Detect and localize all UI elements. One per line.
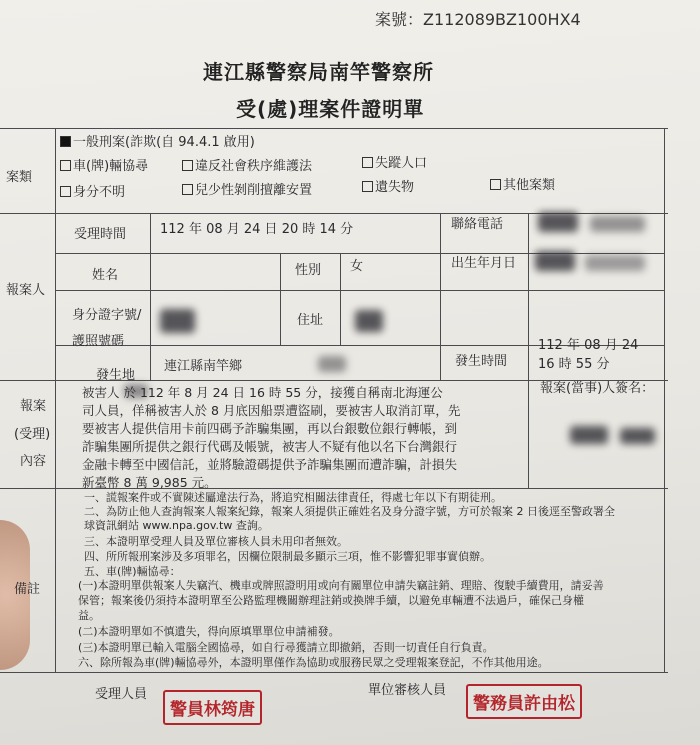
dob-label: 出生年月日 bbox=[451, 256, 517, 271]
rule bbox=[280, 253, 281, 345]
checkbox-label: 違反社會秩序維護法 bbox=[195, 159, 313, 174]
note-line: 六、除所報為車(牌)輛協尋外，本證明單僅作為協助或服務民眾之受理報案登記，不作其他用途。 bbox=[78, 656, 549, 669]
receive-time-label: 受理時間 bbox=[74, 227, 127, 242]
note-line: 三、本證明單受理人員及單位審核人員未用印者無效。 bbox=[84, 535, 348, 548]
content-line: 要被害人提供信用卡前四碼予詐騙集團，再以台銀數位銀行轉帳，到 bbox=[82, 421, 458, 436]
receive-time-value: 112 年 08 月 24 日 20 時 14 分 bbox=[160, 222, 354, 237]
rule bbox=[150, 213, 151, 380]
checkbox[interactable] bbox=[362, 181, 373, 192]
redacted-id bbox=[160, 309, 195, 333]
checkbox[interactable] bbox=[182, 160, 193, 171]
case-type-social[interactable] bbox=[182, 160, 312, 173]
content-line: 金融卡轉至中國信託，並將驗證碼提供予詐騙集團而遭詐騙，計損失 bbox=[82, 457, 458, 472]
checkbox-label: 遺失物 bbox=[375, 180, 415, 195]
case-type-other[interactable] bbox=[490, 179, 555, 192]
incident-time-label: 發生時間 bbox=[455, 354, 508, 369]
id-label: 身分證字號/ bbox=[72, 308, 142, 323]
case-type-lost[interactable] bbox=[362, 181, 414, 194]
note-line: (二)本證明單如不慎遺失，得向原填單單位申請補發。 bbox=[78, 625, 340, 638]
receiver-stamp: 警員林筠唐 bbox=[163, 690, 262, 725]
redacted-dob bbox=[535, 251, 575, 271]
case-number-value: Z112089BZ100HX4 bbox=[423, 10, 581, 29]
incident-place-label: 發生地 bbox=[96, 368, 136, 383]
reporter-label: 報案人 bbox=[6, 283, 46, 298]
checkbox-label: 其他案類 bbox=[503, 178, 556, 193]
rule bbox=[440, 213, 441, 380]
content-label-3: 內容 bbox=[20, 454, 47, 469]
checkbox-label: 失蹤人口 bbox=[375, 156, 428, 171]
reviewer-stamp: 警務員許由松 bbox=[466, 684, 582, 719]
redacted-address bbox=[355, 310, 383, 332]
redacted-signature bbox=[620, 428, 655, 444]
checkbox-checked[interactable] bbox=[60, 136, 71, 147]
redacted-signature bbox=[570, 426, 608, 444]
checkbox-label: 一般刑案(詐欺(自 94.4.1 啟用) bbox=[73, 135, 255, 150]
case-number bbox=[375, 12, 581, 28]
incident-time-hour: 16 時 55 分 bbox=[538, 357, 610, 372]
form-title: 受(處)理案件證明單 bbox=[236, 97, 425, 121]
content-label-1: 報案 bbox=[20, 399, 47, 414]
reviewer-label: 單位審核人員 bbox=[368, 683, 447, 698]
station-title: 連江縣警察局南竿警察所 bbox=[203, 60, 434, 84]
checkbox[interactable] bbox=[490, 179, 501, 190]
incident-time-date: 112 年 08 月 24 bbox=[538, 338, 639, 353]
content-label-2: (受理) bbox=[14, 427, 51, 442]
checkbox[interactable] bbox=[362, 157, 373, 168]
note-line: (三)本證明單已輸入電腦全國協尋，如自行尋獲請立即撤銷，否則一切責任自行負責。 bbox=[78, 641, 494, 654]
content-line: 司人員，佯稱被害人於 8 月底因船票遭盜刷，要被害人取消訂單，先 bbox=[82, 403, 461, 418]
note-line: 二、為防止他人查詢報案人報案紀錄，報案人須提供正確姓名及身分證字號，方可於報案 2 日後逕至警政署全 bbox=[84, 505, 615, 518]
name-label: 姓名 bbox=[92, 268, 119, 283]
case-type-child[interactable] bbox=[182, 184, 312, 197]
phone-label: 聯絡電話 bbox=[451, 217, 504, 232]
redacted-phone bbox=[538, 212, 578, 232]
case-type-fraud[interactable] bbox=[60, 136, 255, 149]
checkbox[interactable] bbox=[60, 186, 71, 197]
rule bbox=[664, 128, 665, 672]
redacted-phone bbox=[590, 216, 645, 232]
incident-place-value: 連江縣南竿鄉 bbox=[164, 359, 243, 374]
note-line: 球資訊網站 www.npa.gov.tw 查詢。 bbox=[84, 519, 269, 532]
rule bbox=[340, 253, 341, 345]
case-type-vehicle[interactable] bbox=[60, 160, 148, 173]
receiver-label: 受理人員 bbox=[95, 687, 148, 702]
case-type-unknown[interactable] bbox=[60, 186, 125, 199]
note-line: 五、車(牌)輛協尋： bbox=[84, 565, 181, 578]
checkbox-label: 兒少性剝削擅離安置 bbox=[195, 183, 313, 198]
rule bbox=[55, 128, 56, 672]
rule bbox=[55, 290, 665, 291]
gender-value: 女 bbox=[350, 259, 364, 274]
note-line: 一、謊報案件或不實陳述屬違法行為，將追究相關法律責任，得處七年以下有期徒刑。 bbox=[84, 491, 502, 504]
case-type-label: 案類 bbox=[6, 170, 33, 185]
rule bbox=[0, 128, 668, 129]
gender-label: 性別 bbox=[295, 263, 322, 278]
content-line: 新臺幣 8 萬 9,985 元。 bbox=[82, 475, 217, 490]
passport-label: 護照號碼 bbox=[72, 334, 125, 349]
content-line: 詐騙集團所提供之銀行代碼及帳號，被害人不疑有他以名下台灣銀行 bbox=[82, 439, 458, 454]
case-number-label: 案號： bbox=[375, 10, 424, 29]
redacted-place bbox=[318, 356, 346, 372]
note-line: 保管；報案後仍須持本證明單至公路監理機關辦理註銷或換牌手續，以避免車輛遭不法過戶，確保己身權 bbox=[78, 594, 584, 607]
checkbox-label: 身分不明 bbox=[73, 185, 126, 200]
address-label: 住址 bbox=[297, 313, 324, 328]
checkbox-label: 車(牌)輛協尋 bbox=[73, 159, 149, 174]
content-line: 被害人 於 112 年 8 月 24 日 16 時 55 分，接獲自稱南北海運公 bbox=[82, 385, 443, 400]
case-type-missing[interactable] bbox=[362, 157, 427, 170]
checkbox[interactable] bbox=[182, 184, 193, 195]
redacted-dob bbox=[585, 255, 645, 271]
note-line: 四、所所報刑案涉及多項罪名，因欄位限制最多顯示三項，惟不影響犯罪事實偵辦。 bbox=[84, 550, 491, 563]
note-line: (一)本證明單供報案人失竊汽、機車或牌照證明用或向有關單位申請失竊註銷、理賠、復駛手續費用，請妥善 bbox=[78, 579, 604, 592]
signature-label: 報案(當事)人簽名： bbox=[540, 381, 655, 396]
checkbox[interactable] bbox=[60, 160, 71, 171]
rule bbox=[528, 213, 529, 380]
notes-label: 備註 bbox=[14, 582, 41, 597]
rule bbox=[0, 672, 668, 673]
note-line: 益。 bbox=[78, 609, 100, 622]
rule bbox=[528, 380, 529, 488]
